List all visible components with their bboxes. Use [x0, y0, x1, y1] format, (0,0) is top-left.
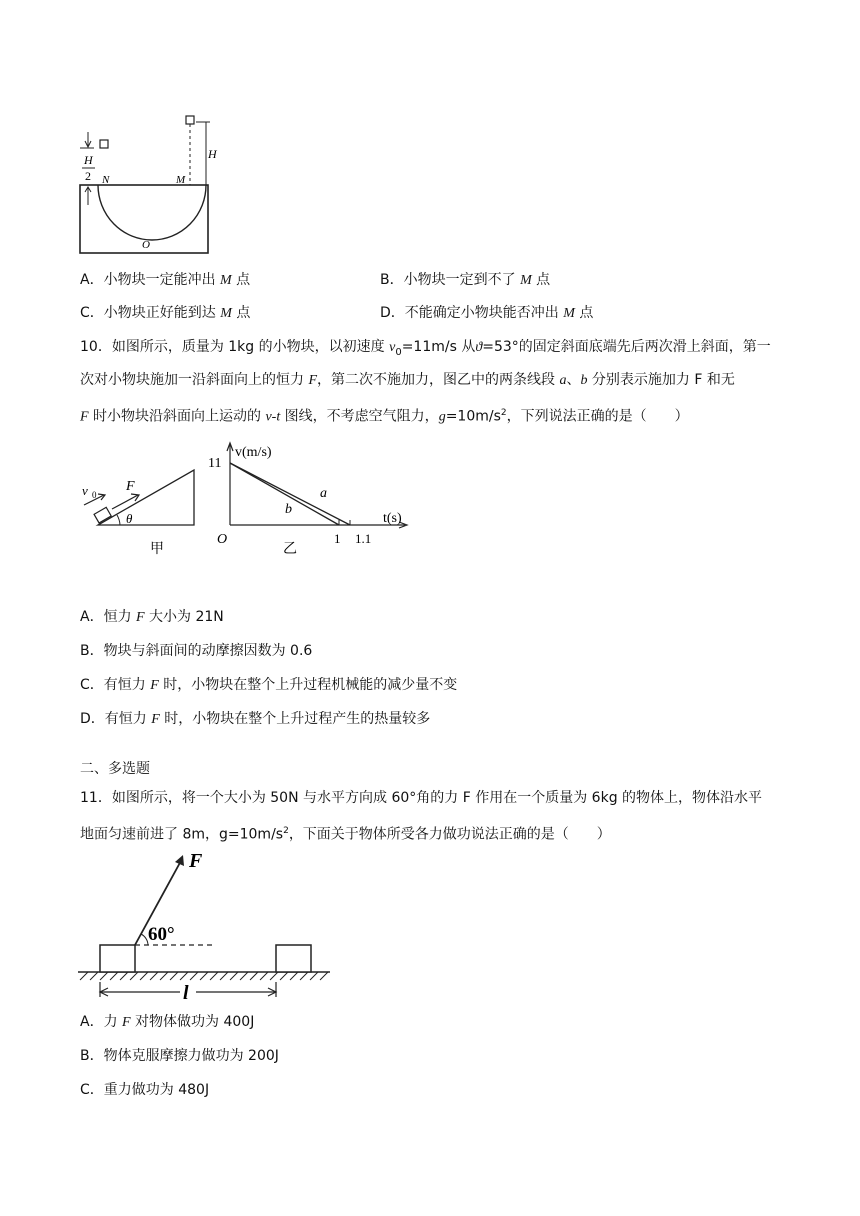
q10-number: 10． [80, 339, 112, 355]
q10-option-b[interactable]: B．物块与斜面间的动摩擦因数为 0.6 [80, 643, 313, 659]
q9-block-right [186, 116, 194, 124]
q9-label-m: M [176, 174, 186, 186]
q11-option-a[interactable]: A．力 F 对物体做功为 400J [80, 1014, 255, 1030]
q9-label-n: N [102, 174, 110, 186]
q10-figure-yi [205, 440, 420, 560]
q9-label-h-num: H [84, 153, 93, 167]
label-F: F [189, 850, 203, 872]
yi-origin: O [217, 532, 228, 547]
jia-theta: θ [126, 511, 133, 526]
yi-y-label: v(m/s) [235, 445, 272, 460]
q9-label-h-den: 2 [85, 169, 91, 183]
block-start [100, 945, 135, 972]
q9-block-left [100, 140, 108, 148]
q11-stem-line1: 11．如图所示，将一个大小为 50N 与水平方向成 60°角的力 F 作用在一个质量为 6kg 的物体上，物体沿水平 [80, 790, 763, 806]
q9-option-c[interactable]: C．小物块正好能到达 M 点 [80, 305, 251, 321]
incline-block [94, 507, 111, 523]
jia-caption: 甲 [150, 542, 164, 557]
q9-label-h: H [208, 147, 217, 161]
q9-option-a[interactable]: A．小物块一定能冲出 M 点 [80, 272, 251, 288]
q9-semicircle-track [98, 185, 206, 240]
q9-label-o: O [142, 239, 150, 251]
yi-x-label: t(s) [383, 511, 402, 526]
q11-number: 11． [80, 790, 112, 806]
q11-stem-line2: 地面匀速前进了 8m，$g=10m/s^2$，下面关于物体所受各力做功说法正确的是（ ） [80, 826, 611, 843]
q10-stem-line1: 10．如图所示，质量为 1kg 的小物块，以初速度 $v_0=11m/s$ 从ϑ=53°的固定斜面底端先后两次滑上斜面，第一 [80, 339, 771, 358]
yi-caption: 乙 [283, 542, 297, 557]
section-title: 二、多选题 [80, 761, 150, 777]
yi-t2: 1.1 [355, 531, 372, 546]
q10-option-c[interactable]: C．有恒力 F 时，小物块在整个上升过程机械能的减少量不变 [80, 677, 458, 693]
q9-figure [76, 110, 226, 260]
q11-option-b[interactable]: B．物体克服摩擦力做功为 200J [80, 1048, 279, 1064]
q10-stem-line3: F 时小物块沿斜面向上运动的 v-t 图线，不考虑空气阻力，$g=10m/s^2$，下列说法正确的是（ ） [80, 408, 689, 425]
jia-F: F [126, 479, 135, 494]
q9-option-b[interactable]: B．小物块一定到不了 M 点 [380, 272, 551, 288]
yi-label-b: b [285, 502, 292, 517]
q10-figure-jia [78, 465, 208, 560]
label-l: l [183, 982, 189, 1004]
block-end [276, 945, 311, 972]
jia-v0: v [82, 483, 88, 498]
yi-v0-label: 11 [208, 456, 222, 471]
yi-label-a: a [320, 486, 327, 501]
q11-option-c[interactable]: C．重力做功为 480J [80, 1082, 210, 1098]
label-angle: 60° [148, 924, 175, 945]
q10-option-a[interactable]: A．恒力 F 大小为 21N [80, 609, 224, 625]
q9-option-d[interactable]: D．不能确定小物块能否冲出 M 点 [380, 305, 594, 321]
q10-stem-line2: 次对小物块施加一沿斜面向上的恒力 F，第二次不施加力，图乙中的两条线段 a、b 分别表示施加力 F 和无 [80, 372, 735, 388]
incline-triangle [98, 470, 194, 525]
svg-text:0: 0 [92, 490, 97, 500]
q10-option-d[interactable]: D．有恒力 F 时，小物块在整个上升过程产生的热量较多 [80, 711, 431, 727]
yi-t1: 1 [334, 531, 341, 546]
q11-figure [76, 845, 336, 1005]
